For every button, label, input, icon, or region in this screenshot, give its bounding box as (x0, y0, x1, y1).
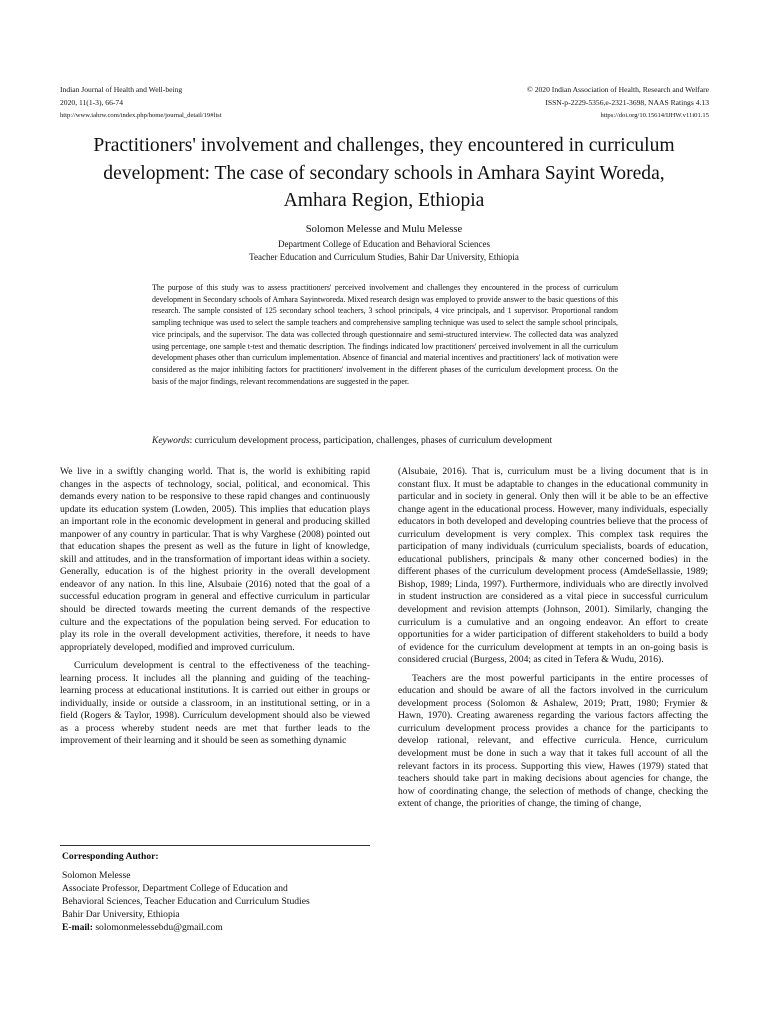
journal-header-right (379, 83, 709, 122)
journal-url[interactable]: http://www.iahrw.com/index.php/home/journal_detail/19#list (60, 112, 222, 119)
email-label: E-mail: (62, 921, 93, 933)
keywords-text: : curriculum development process, participation, challenges, phases of curriculum development (189, 436, 553, 446)
body-paragraph: (Alsubaie, 2016). That is, curriculum must be a living document that is in constant flux. It must be adaptable to changes in the educational community in particular and in society in general. Only then will it be able to be an effective change agent in the educational process. However, many individuals, especially educators in both developed and developing countries believe that the process of curriculum development is very complex. This complex task requires the participation of many individuals (curriculum specialists, boards of education, educational publishers, principals & many other concerned bodies) in the different phases of the curriculum development process (AmdeSellassie, 1989; Bishop, 1989; Linda, 1997). Furthermore, individuals who are directly involved in student instruction are considered as a vital piece in successful curriculum development and revision attempts (Johnson, 2001). Similarly, changing the curriculum is a cumulative and an ongoing endeavor. An effort to create opportunities for a wider participation of different stakeholders to build a body of evidence for the curriculum development at tempts in an on-going basis is considered crucial (Burgess, 2004; as cited in Tefera & Wudu, 2016). (398, 466, 708, 666)
author-affiliation (80, 238, 688, 263)
keywords-label: Keywords (152, 436, 190, 446)
doi-link[interactable]: https://doi.org/10.15614/IJHW.v11i01.15 (600, 112, 709, 119)
footnote-divider (60, 845, 370, 846)
corresponding-author-department: Behavioral Sciences, Teacher Education and Curriculum Studies (62, 895, 310, 907)
paper-authors: Solomon Melesse and Mulu Melesse (305, 224, 463, 235)
body-paragraph: Teachers are the most powerful participants in the entire processes of education and should be aware of all the factors involved in the curriculum development process (Solomon & Ashalew, 2019; Pratt, 1980; Frymier & Hawn, 1970). Creating awareness regarding the various factors affecting the curriculum development process provides a chance for the participants to develop rational, relevant, and effective curricula. Hence, curriculum development must be done in such a way that it takes full account of all the relevant factors in its process. Supporting this view, Hawes (1979) stated that teachers should take part in making decisions about agencies for change, the how of coordinating change, the selection of methods of change, checking the extent of change, the priorities of change, the timing of change, (398, 672, 708, 810)
body-paragraph: Curriculum development is central to the effectiveness of the teaching-learning process. It includes all the planning and guiding of the teaching-learning process at educational institutions. It is carried out either in groups or individually, inside or outside a classroom, in an institutional setting, or in a field (Rogers & Taylor, 1998). Curriculum development should also be viewed as a process whereby student needs are met that further leads to the improvement of their learning and it should be seen as something dynamic (60, 660, 370, 747)
corresponding-author-university: Bahir Dar University, Ethiopia (62, 908, 180, 920)
affiliation-line-1: Department College of Education and Behavioral Sciences (278, 239, 490, 249)
corresponding-author-heading: Corresponding Author: (62, 851, 159, 862)
abstract: The purpose of this study was to assess practitioners' perceived involvement and challenges they encountered in the process of curriculum development in Secondary schools of Amhara Sayintworeda. Mixed research design was employed to provide answer to the basic questions of this research. The sample consisted of 125 secondary school teachers, 3 school principals, 4 vice principals, and 1 supervisor. Proportional random sampling technique was used to select the sample teachers and comprehensive sampling technique was used to select the sample school principals, vice principals, and the supervisor. The data was collected through questionnaire and semi-structured interview. The collected data was analyzed using percentage, one sample t-test and thematic description. The findings indicated low practitioners' perceived involvement in all the curriculum development phases other than curriculum implementation. Absence of financial and material incentives and practitioners' lack of motivation were considered as the major inhibiting factors for practitioners' involvement in the different phases of the curriculum development process. On the basis of the major findings, relevant recommendations are suggested in the paper. (152, 283, 618, 386)
journal-name: Indian Journal of Health and Well-being (60, 85, 183, 94)
body-paragraph: We live in a swiftly changing world. That is, the world is exhibiting rapid changes in the aspects of technology, social, political, and economical. This demands every nation to be responsive to these rapid changes and continuously update its education system (Lowden, 2005). This implies that education plays an important role in the economic development in general and producing skilled manpower of any country in particular. That is why Varghese (2008) pointed out that education shapes the present as well as the future in light of knowledge, skill and attitudes, and in the transformation of important ideas within a society. Generally, education is of the highest priority in the overall development endeavor of any nation. In this line, Alsubaie (2016) noted that the goal of a successful education program in general and effective curriculum in particular should be directed towards meeting the current demands of the respective culture and the expectations of the population being served. For education to play its role in the overall development activities, therefore, it needs to have appropriately developed, modified and improved curriculum. (60, 466, 370, 653)
copyright-line: © 2020 Indian Association of Health, Research and Welfare (527, 85, 709, 94)
body-column-left (60, 466, 370, 748)
corresponding-author-name: Solomon Melesse (62, 870, 131, 881)
affiliation-line-2: Teacher Education and Curriculum Studies, Bahir Dar University, Ethiopia (249, 251, 519, 262)
paper-title: Practitioners' involvement and challenges, they encountered in curriculum development: The case of secondary schools in Amhara Sayint Woreda, Amhara Region, Ethiopia (93, 135, 675, 211)
keywords (152, 435, 652, 448)
journal-issue: 2020, 11(1-3), 66-74 (60, 98, 123, 107)
body-column-right (398, 466, 708, 811)
email-address[interactable]: solomonmelessebdu@gmail.com (92, 921, 223, 933)
corresponding-author-email-line (62, 922, 382, 935)
corresponding-author-details (62, 870, 382, 935)
corresponding-author-position: Associate Professor, Department College of Education and (62, 882, 288, 894)
journal-header-left (60, 83, 360, 122)
issn-line: ISSN-p-2229-5356,e-2321-3698, NAAS Ratings 4.13 (545, 98, 709, 107)
